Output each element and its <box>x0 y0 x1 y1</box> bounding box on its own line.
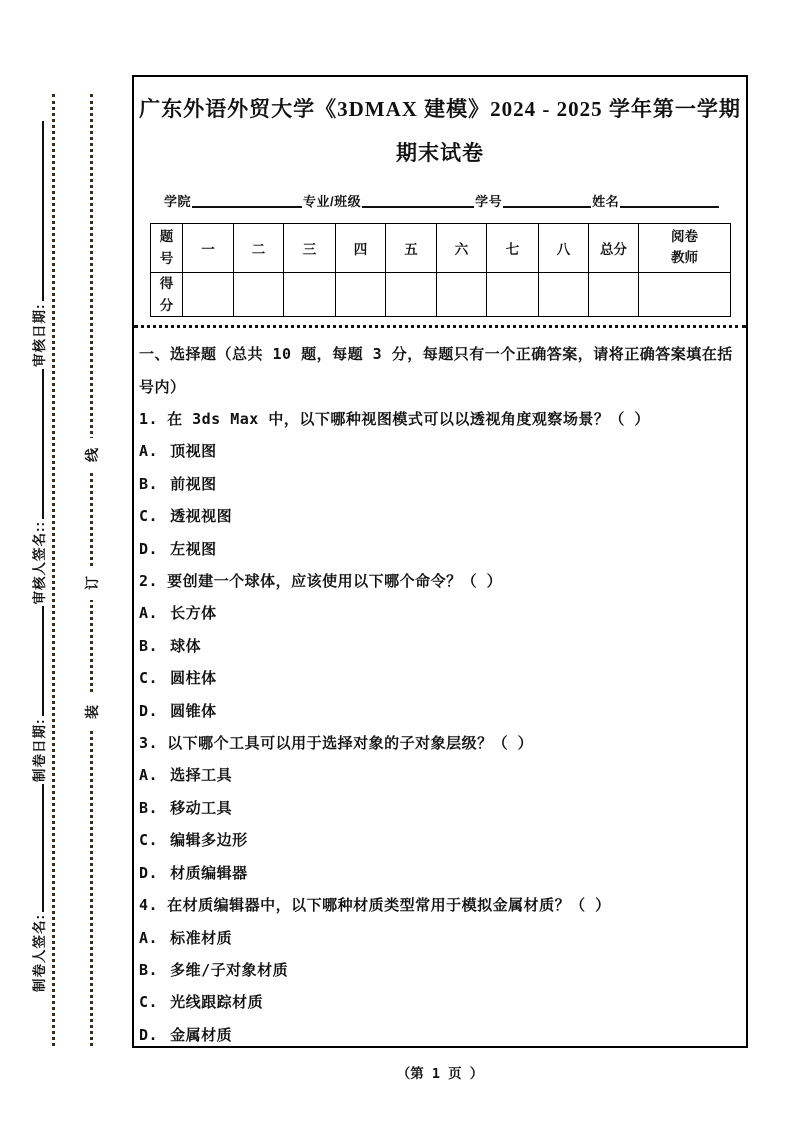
binding-line-char: 装 <box>82 695 102 729</box>
option-line-marker: B. <box>139 798 159 817</box>
score-cell-empty <box>336 273 386 317</box>
binding-line-char: 线 <box>82 438 102 472</box>
option-line-marker: D. <box>139 863 159 882</box>
score-cell-empty <box>183 273 234 317</box>
question-line-text: 在材质编辑器中，以下哪种材质类型常用于模拟金属材质？（ ） <box>167 896 611 915</box>
option-line <box>139 630 740 662</box>
score-cell-empty <box>539 273 589 317</box>
student-field-label: 姓名 <box>592 193 620 209</box>
signature-blank <box>40 122 44 302</box>
score-table-row-header-label: 题号 <box>159 229 174 266</box>
score-table-column-header: 五 <box>386 224 437 273</box>
option-line-marker: D. <box>139 539 159 558</box>
score-table <box>150 223 731 317</box>
score-row-header-label: 得分 <box>159 276 174 313</box>
section-heading: 一、选择题（总共 10 题，每题 3 分，每题只有一个正确答案，请将正确答案填在括号内） <box>139 345 733 396</box>
option-line-text: 球体 <box>170 636 202 655</box>
student-field-label: 学院 <box>164 193 192 209</box>
question-line-marker: 3. <box>139 734 159 753</box>
option-line <box>139 922 740 954</box>
dotted-separator <box>134 325 746 328</box>
option-line-marker: B. <box>139 636 159 655</box>
option-line-marker: A. <box>139 604 159 623</box>
score-table-column-header: 四 <box>336 224 386 273</box>
option-line <box>139 695 740 727</box>
score-table-column-header: 总分 <box>589 224 639 273</box>
student-field-blank <box>620 204 719 208</box>
option-line-marker: D. <box>139 1025 159 1044</box>
option-line <box>139 597 740 629</box>
signature-blank <box>40 607 44 717</box>
score-row-header <box>151 273 183 317</box>
questions-area <box>139 338 740 1051</box>
page-number-footer: （第 1 页 ） <box>396 1066 484 1082</box>
score-table-column-header: 七 <box>487 224 539 273</box>
option-line-text: 前视图 <box>170 474 217 493</box>
option-line-marker: B. <box>139 960 159 979</box>
score-table-column-header <box>639 224 731 273</box>
binding-dotted-line-inner <box>52 94 55 1046</box>
option-line-text: 左视图 <box>170 539 217 558</box>
score-table-column-header-label: 阅卷教师 <box>671 229 698 265</box>
option-line-marker: A. <box>139 766 159 785</box>
option-line-text: 圆锥体 <box>170 701 217 720</box>
score-cell-empty <box>437 273 487 317</box>
signature-blank <box>40 784 44 912</box>
option-line <box>139 468 740 500</box>
question-line-text: 以下哪个工具可以用于选择对象的子对象层级？（ ） <box>167 734 534 753</box>
question-line-marker: 1. <box>139 410 159 428</box>
score-table-row-header <box>151 224 183 273</box>
score-cell-empty <box>639 273 731 317</box>
question-line-text: 在 3ds Max 中，以下哪种视图模式可以以透视角度观察场景？（ ） <box>167 410 650 428</box>
margin-signature-strip <box>10 108 48 992</box>
student-field-blank <box>503 204 591 208</box>
option-line-text: 长方体 <box>170 604 217 623</box>
option-line-marker: D. <box>139 701 159 720</box>
option-line-marker: B. <box>139 474 159 493</box>
option-line <box>139 1019 740 1051</box>
question-list <box>139 403 740 1051</box>
option-line-text: 透视视图 <box>170 507 233 526</box>
option-line-marker: C. <box>139 831 159 850</box>
option-line-text: 多维/子对象材质 <box>170 960 289 979</box>
option-line-text: 圆柱体 <box>170 669 217 688</box>
option-line <box>139 500 740 532</box>
score-cell-empty <box>487 273 539 317</box>
option-line <box>139 857 740 889</box>
option-line-text: 顶视图 <box>170 442 217 461</box>
score-cell-empty <box>234 273 284 317</box>
score-cell-empty <box>386 273 437 317</box>
option-line-text: 标准材质 <box>170 928 233 947</box>
option-line <box>139 662 740 694</box>
score-table-column-header: 八 <box>539 224 589 273</box>
student-field-blank <box>362 204 474 208</box>
option-line-marker: A. <box>139 928 159 947</box>
option-line <box>139 824 740 856</box>
signature-label: 审核日期: <box>32 303 48 367</box>
question-line-text: 要创建一个球体，应该使用以下哪个命令？（ ） <box>167 572 503 591</box>
question-line <box>139 403 740 435</box>
student-field-blank <box>192 204 302 208</box>
option-line-text: 金属材质 <box>170 1025 233 1044</box>
option-line-marker: A. <box>139 442 159 461</box>
question-line-marker: 4. <box>139 896 159 915</box>
option-line <box>139 954 740 986</box>
question-line <box>139 727 740 759</box>
option-line-text: 材质编辑器 <box>170 863 248 882</box>
score-table-column-header: 二 <box>234 224 284 273</box>
signature-label: 审核人签名:: <box>32 521 48 605</box>
signature-label: 制卷日期: <box>32 718 48 782</box>
student-info-row <box>164 187 720 209</box>
option-line-text: 光线跟踪材质 <box>170 993 264 1012</box>
option-line <box>139 435 740 467</box>
score-table-column-header: 六 <box>437 224 487 273</box>
option-line-marker: C. <box>139 993 159 1012</box>
question-line <box>139 565 740 597</box>
signature-label: 制卷人签名: <box>32 914 48 992</box>
score-cell-empty <box>589 273 639 317</box>
option-line-text: 移动工具 <box>170 798 233 817</box>
exam-sheet <box>132 75 748 1048</box>
option-line <box>139 986 740 1018</box>
option-line-text: 选择工具 <box>170 766 233 785</box>
option-line <box>139 792 740 824</box>
score-table-column-header: 一 <box>183 224 234 273</box>
question-line-marker: 2. <box>139 572 159 591</box>
option-line-marker: C. <box>139 669 159 688</box>
binding-line-char: 订 <box>82 566 102 600</box>
score-cell-empty <box>284 273 336 317</box>
option-line-text: 编辑多边形 <box>170 831 248 850</box>
signature-blank <box>40 369 44 519</box>
score-table-column-header: 三 <box>284 224 336 273</box>
student-field-label: 学号 <box>475 193 503 209</box>
exam-title: 广东外语外贸大学《3DMAX 建模》2024 - 2025 学年第一学期期末试卷 <box>139 97 741 165</box>
student-field-label: 专业/班级 <box>303 193 362 209</box>
option-line <box>139 759 740 791</box>
option-line <box>139 533 740 565</box>
question-line <box>139 889 740 921</box>
option-line-marker: C. <box>139 507 159 526</box>
